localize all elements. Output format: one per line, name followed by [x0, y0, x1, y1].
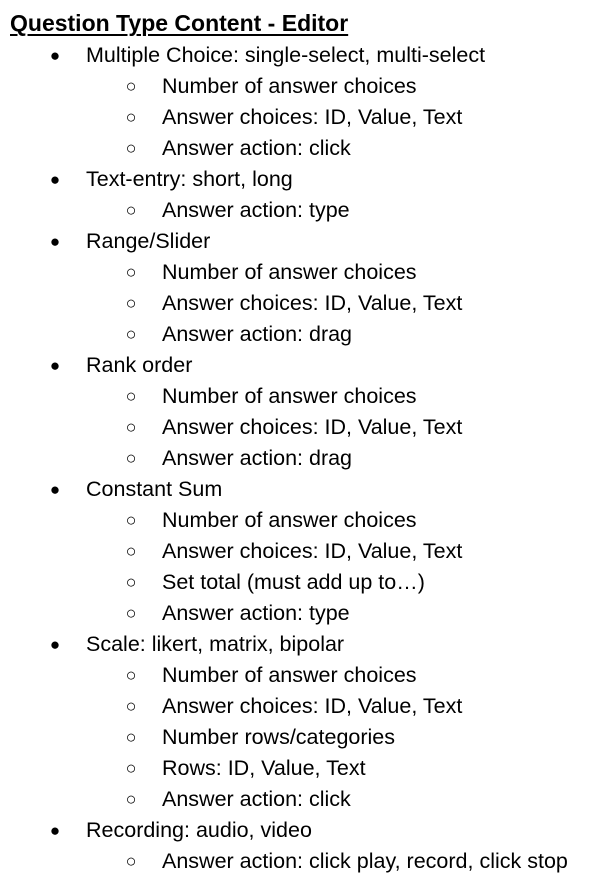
hollow-bullet-icon: ○	[125, 572, 137, 592]
hollow-bullet-icon: ○	[125, 138, 137, 158]
outline-item-level2	[0, 598, 616, 629]
sub-item-label: Answer choices: ID, Value, Text	[162, 539, 463, 563]
filled-bullet-icon: ●	[49, 232, 61, 251]
sub-item-label: Answer action: drag	[162, 322, 353, 346]
sub-item-label: Answer choices: ID, Value, Text	[162, 291, 463, 315]
sub-item-label: Answer choices: ID, Value, Text	[162, 105, 463, 129]
filled-bullet-icon: ●	[49, 480, 61, 499]
hollow-bullet-icon: ○	[125, 448, 137, 468]
hollow-bullet-icon: ○	[125, 696, 137, 716]
section-label: Constant Sum	[86, 477, 223, 501]
outline-item-level2	[0, 505, 616, 536]
outline-item-level2	[0, 660, 616, 691]
outline-item-level2	[0, 71, 616, 102]
outline-item-level2	[0, 443, 616, 474]
hollow-bullet-icon: ○	[125, 76, 137, 96]
outline-item-level2	[0, 195, 616, 226]
outline-item-level2	[0, 257, 616, 288]
hollow-bullet-icon: ○	[125, 789, 137, 809]
hollow-bullet-icon: ○	[125, 603, 137, 623]
filled-bullet-icon: ●	[49, 356, 61, 375]
filled-bullet-icon: ●	[49, 635, 61, 654]
outline-item-level2	[0, 536, 616, 567]
document-title: Question Type Content - Editor	[10, 10, 349, 36]
bulleted-outline	[0, 40, 616, 877]
hollow-bullet-icon: ○	[125, 386, 137, 406]
hollow-bullet-icon: ○	[125, 541, 137, 561]
sub-item-label: Number of answer choices	[162, 384, 417, 408]
hollow-bullet-icon: ○	[125, 758, 137, 778]
hollow-bullet-icon: ○	[125, 200, 137, 220]
sub-item-label: Number of answer choices	[162, 663, 417, 687]
sub-item-label: Answer action: click	[162, 136, 351, 160]
hollow-bullet-icon: ○	[125, 262, 137, 282]
filled-bullet-icon: ●	[49, 821, 61, 840]
outline-item-level2	[0, 412, 616, 443]
hollow-bullet-icon: ○	[125, 293, 137, 313]
section-label: Rank order	[86, 353, 193, 377]
outline-item-level2	[0, 288, 616, 319]
hollow-bullet-icon: ○	[125, 107, 137, 127]
section-label: Text-entry: short, long	[86, 167, 293, 191]
sub-item-label: Answer action: click	[162, 787, 351, 811]
outline-item-level2	[0, 319, 616, 350]
outline-item-level1	[0, 629, 616, 660]
hollow-bullet-icon: ○	[125, 324, 137, 344]
sub-item-label: Number of answer choices	[162, 74, 417, 98]
outline-item-level2	[0, 381, 616, 412]
outline-item-level1	[0, 474, 616, 505]
section-label: Range/Slider	[86, 229, 211, 253]
outline-item-level1	[0, 164, 616, 195]
sub-item-label: Number of answer choices	[162, 260, 417, 284]
outline-item-level2	[0, 102, 616, 133]
section-label: Scale: likert, matrix, bipolar	[86, 632, 345, 656]
hollow-bullet-icon: ○	[125, 510, 137, 530]
sub-item-label: Answer choices: ID, Value, Text	[162, 415, 463, 439]
outline-item-level1	[0, 350, 616, 381]
sub-item-label: Answer action: drag	[162, 446, 353, 470]
sub-item-label: Set total (must add up to…)	[162, 570, 425, 594]
hollow-bullet-icon: ○	[125, 665, 137, 685]
hollow-bullet-icon: ○	[125, 851, 137, 871]
sub-item-label: Answer choices: ID, Value, Text	[162, 694, 463, 718]
outline-item-level2	[0, 691, 616, 722]
filled-bullet-icon: ●	[49, 170, 61, 189]
section-label: Recording: audio, video	[86, 818, 312, 842]
outline-item-level2	[0, 846, 616, 877]
outline-item-level2	[0, 722, 616, 753]
sub-item-label: Number of answer choices	[162, 508, 417, 532]
sub-item-label: Number rows/categories	[162, 725, 396, 749]
outline-item-level1	[0, 815, 616, 846]
filled-bullet-icon: ●	[49, 46, 61, 65]
sub-item-label: Answer action: type	[162, 601, 350, 625]
section-label: Multiple Choice: single-select, multi-select	[86, 43, 486, 67]
sub-item-label: Answer action: type	[162, 198, 350, 222]
outline-item-level1	[0, 40, 616, 71]
outline-item-level2	[0, 133, 616, 164]
outline-item-level2	[0, 567, 616, 598]
outline-item-level2	[0, 753, 616, 784]
sub-item-label: Rows: ID, Value, Text	[162, 756, 366, 780]
hollow-bullet-icon: ○	[125, 727, 137, 747]
hollow-bullet-icon: ○	[125, 417, 137, 437]
outline-item-level2	[0, 784, 616, 815]
sub-item-label: Answer action: click play, record, click stop	[162, 849, 568, 873]
outline-item-level1	[0, 226, 616, 257]
